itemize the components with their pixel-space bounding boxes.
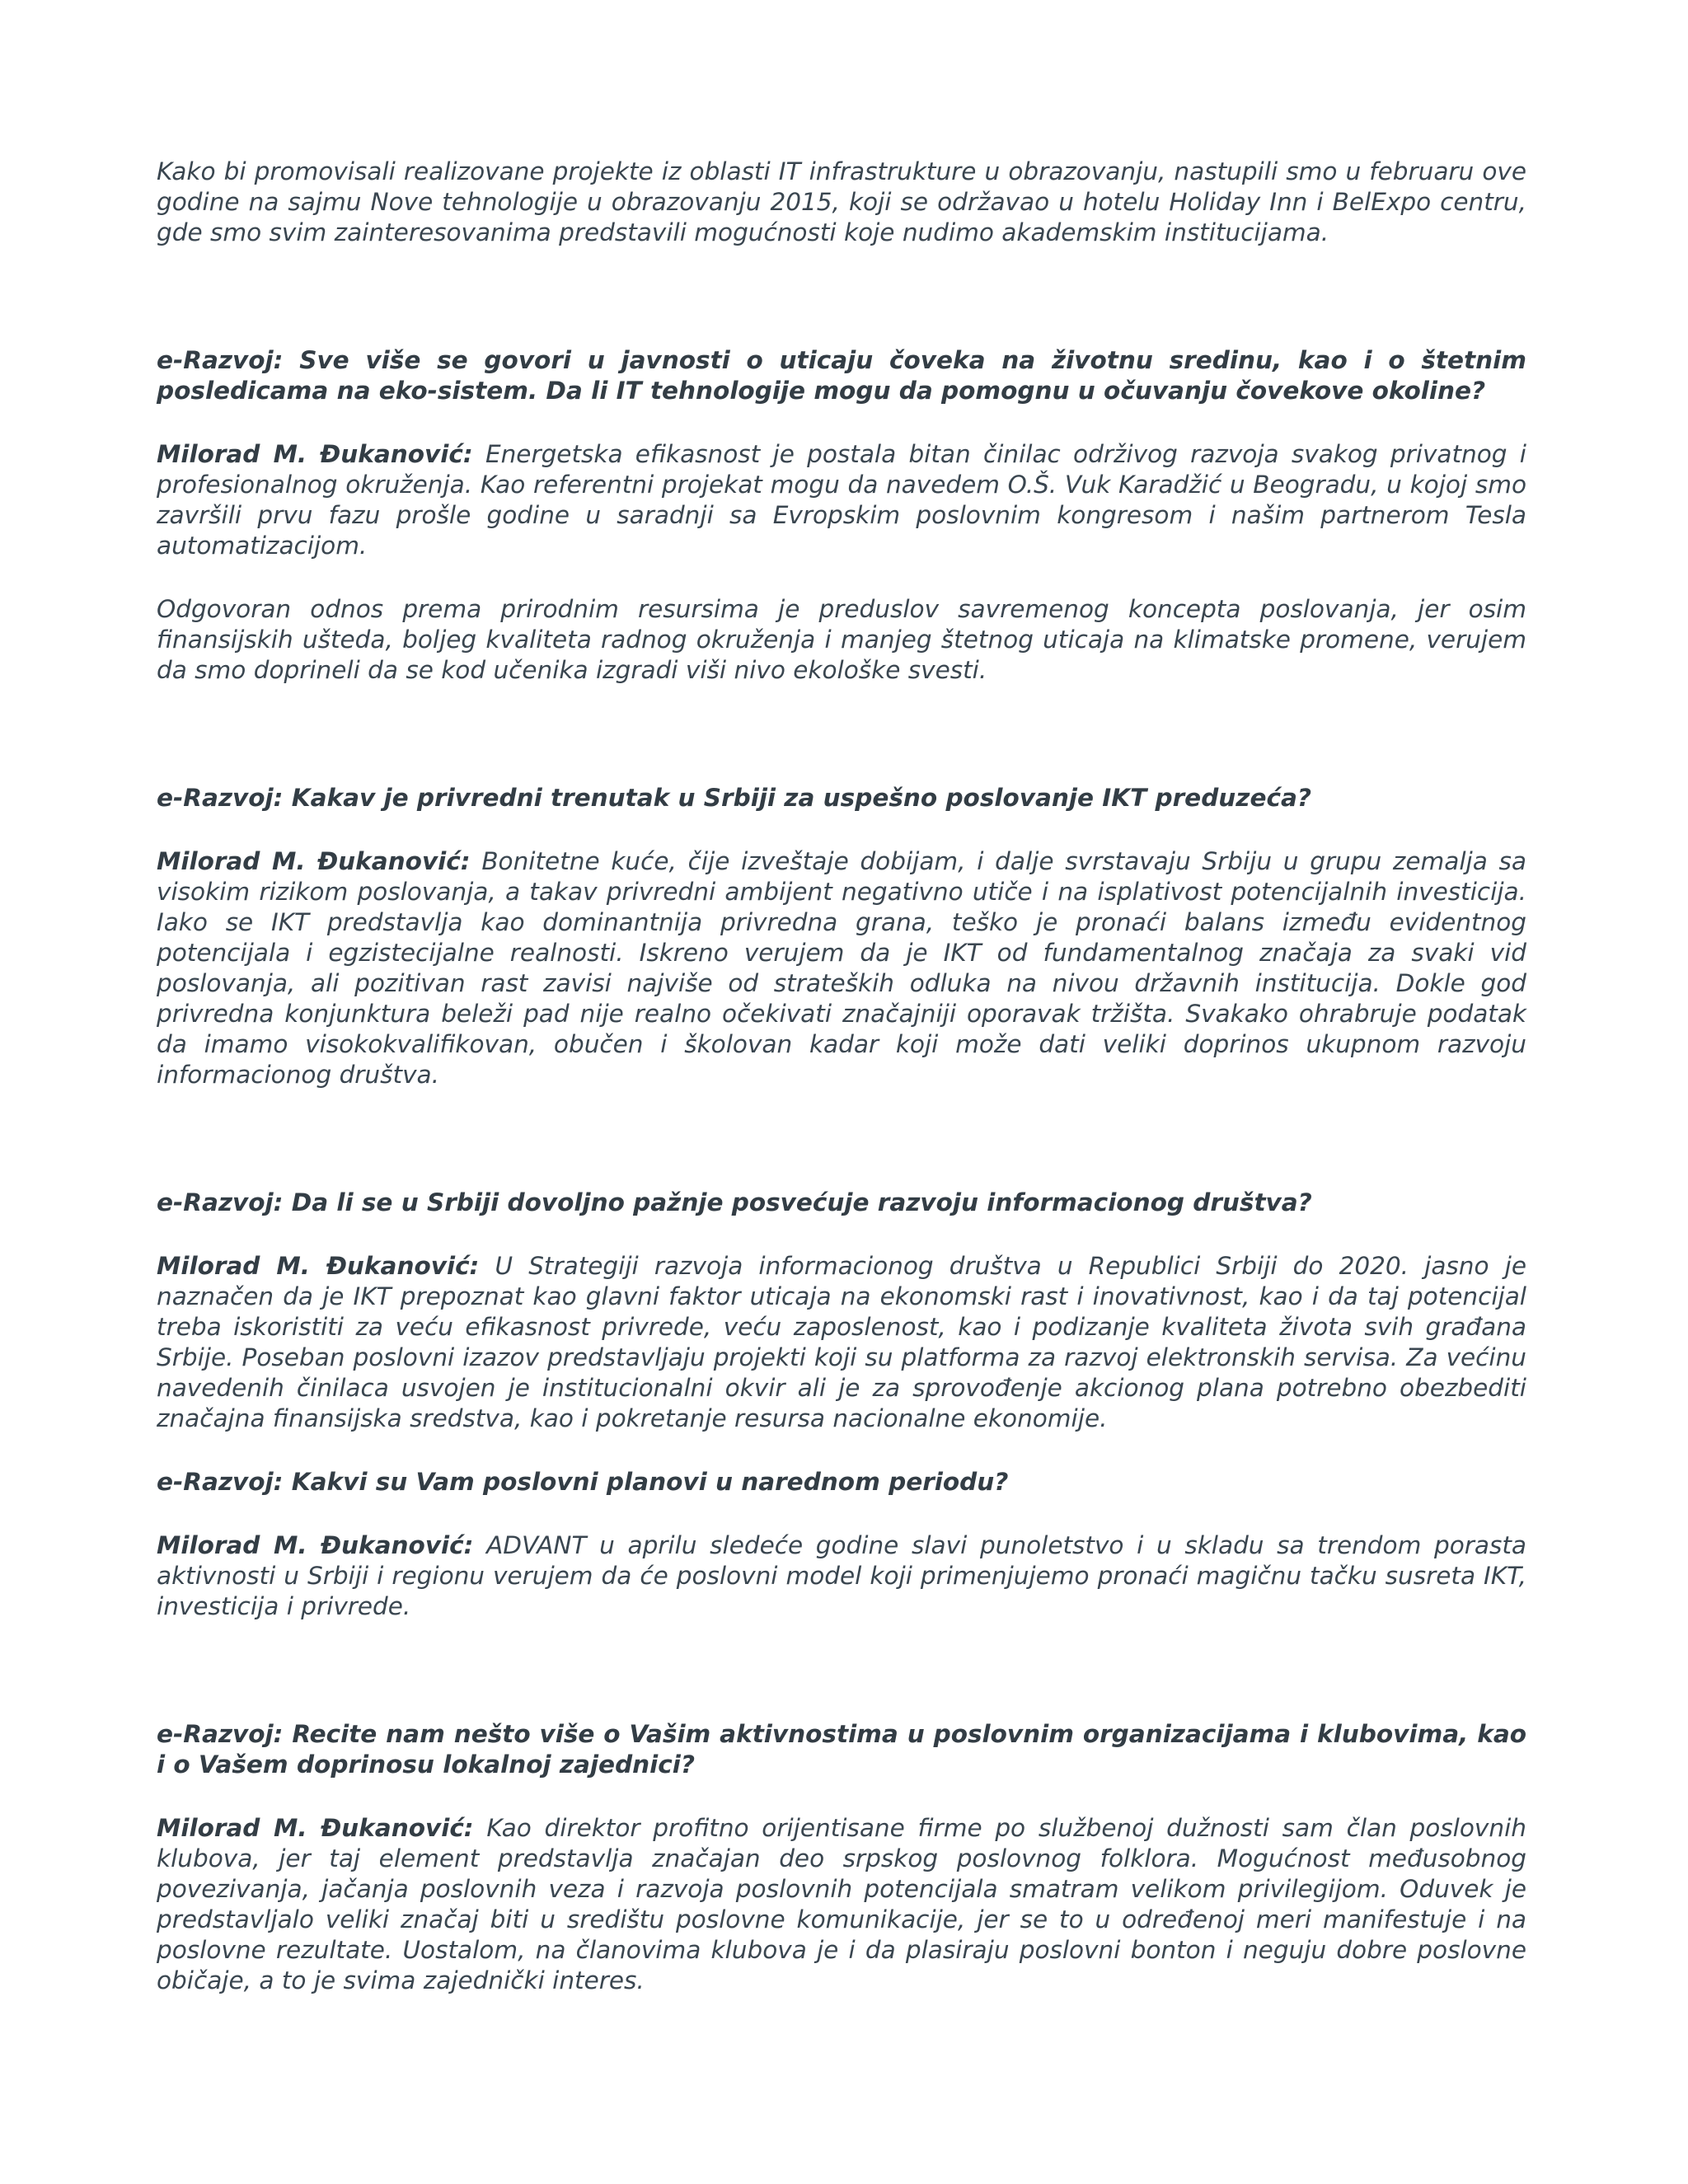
spacer: [157, 1780, 1526, 1813]
speaker-name: Milorad M. Đukanović:: [157, 1531, 474, 1559]
spacer: [157, 813, 1526, 846]
answer-5-text: Kao direktor profitno orijentisane firme po službenoj dužnosti sam član poslovnih klubova, jer taj element predstavlja značajan deo srpskog poslovnog folklora. Mogućnost međusobnog povezivanja, jačanja poslovnih veza i razvoja poslovnih potencijala smatram velikom privilegijom. Oduvek je predstavljalo veliki značaj biti u središtu poslovne komunikacije, jer se to u određenoj meri manifestuje i na poslovne rezultate. Uostalom, na članovima klubova je i da plasiraju poslovni bonton i neguju dobre poslovne običaje, a to je svima zajednički interes.: [157, 1814, 1526, 1994]
intro-paragraph: Kako bi promovisali realizovane projekte iz oblasti IT infrastrukture u obrazovanju, nastupili smo u februaru ove godine na sajmu Nove tehnologije u obrazovanju 2015, koji se održavao u hotelu Holiday Inn i BelExpo centru, gde smo svim zainteresovanima predstavili mogućnosti koje nudimo akademskim institucijama.: [157, 157, 1526, 246]
answer-5: [157, 1813, 1526, 1996]
spacer: [157, 1218, 1526, 1251]
answer-2-text: Bonitetne kuće, čije izveštaje dobijam, i dalje svrstavaju Srbiju u grupu zemalja sa visokim rizikom poslovanja, a takav privredni ambijent negativno utiče i na isplativost potencijalnih investicija. Iako se IKT predstavlja kao dominantnija privredna grana, teško je pronaći balans između evidentnog potencijala i egzistecijalne realnosti. Iskreno verujem da je IKT od fundamentalnog značaja za svaki vid poslovanja, ali pozitivan rast zavisi najviše od strateških odluka na nivou državnih institucija. Dokle god privredna konjunktura beleži pad nije realno očekivati značajniji oporavak tržišta. Svakako ohrabruje podatak da imamo visokokvalifikovan, obučen i školovan kadar koji može dati veliki doprinos ukupnom razvoju informacionog društva.: [157, 847, 1526, 1089]
spacer: [157, 1497, 1526, 1530]
question-2: e-Razvoj: Kakav je privredni trenutak u Srbiji za uspešno poslovanje IKT preduzeća?: [157, 784, 1311, 812]
spacer: [157, 1434, 1526, 1467]
answer-4-text: ADVANT u aprilu sledeće godine slavi punoletstvo i u skladu sa trendom porasta aktivnosti u Srbiji i regionu verujem da će poslovni model koji primenjujemo pronaći magičnu tačku susreta IKT, investicija i privrede.: [157, 1531, 1526, 1620]
speaker-name: Milorad M. Đukanović:: [157, 440, 473, 468]
speaker-name: Milorad M. Đukanović:: [157, 1814, 474, 1842]
answer-3-text: U Strategiji razvoja informacionog društva u Republici Srbiji do 2020. jasno je naznačen da je IKT prepoznat kao glavni faktor uticaja na ekonomski rast i inovativnost, kao i da taj potencijal treba iskoristiti za veću efikasnost privrede, veću zaposlenost, kao i podizanje kvaliteta života svih građana Srbije. Poseban poslovni izazov predstavljaju projekti koji su platforma za razvoj elektronskih servisa. Za većinu navedenih činilaca usvojen je institucionalni okvir ali je za sprovođenje akcionog plana potrebno obezbediti značajna finansijska sredstva, kao i pokretanje resursa nacionalne ekonomije.: [157, 1252, 1526, 1432]
speaker-name: Milorad M. Đukanović:: [157, 847, 471, 875]
spacer: [157, 248, 1526, 345]
spacer: [157, 1622, 1526, 1719]
document-page: [157, 157, 1526, 1996]
question-4: e-Razvoj: Kakvi su Vam poslovni planovi u narednom periodu?: [157, 1468, 1009, 1496]
speaker-name: Milorad M. Đukanović:: [157, 1252, 480, 1280]
spacer: [157, 1090, 1526, 1188]
spacer: [157, 561, 1526, 594]
answer-4: [157, 1530, 1526, 1622]
answer-3: [157, 1251, 1526, 1434]
spacer: [157, 406, 1526, 439]
question-3: e-Razvoj: Da li se u Srbiji dovoljno pažnje posvećuje razvoju informacionog društva?: [157, 1188, 1312, 1216]
answer-1-continued: Odgovoran odnos prema prirodnim resursima je preduslov savremenog koncepta poslovanja, jer osim finansijskih ušteda, boljeg kvaliteta radnog okruženja i manjeg štetnog uticaja na klimatske promene, verujem da smo doprineli da se kod učenika izgradi viši nivo ekološke svesti.: [157, 595, 1526, 684]
spacer: [157, 686, 1526, 783]
question-5: e-Razvoj: Recite nam nešto više o Vašim aktivnostima u poslovnim organizacijama i klubovima, kao i o Vašem doprinosu lokalnoj zajednici?: [157, 1720, 1526, 1779]
answer-2: [157, 846, 1526, 1090]
answer-1-text: Energetska efikasnost je postala bitan činilac održivog razvoja svakog privatnog i profesionalnog okruženja. Kao referentni projekat mogu da navedem O.Š. Vuk Karadžić u Beogradu, u kojoj smo završili prvu fazu prošle godine u saradnji sa Evropskim poslovnim kongresom i našim partnerom Tesla automatizacijom.: [157, 440, 1526, 560]
question-1: e-Razvoj: Sve više se govori u javnosti o uticaju čoveka na životnu sredinu, kao i o štetnim posledicama na eko-sistem. Da li IT tehnologije mogu da pomognu u očuvanju čovekove okoline?: [157, 346, 1526, 405]
answer-1: [157, 439, 1526, 561]
